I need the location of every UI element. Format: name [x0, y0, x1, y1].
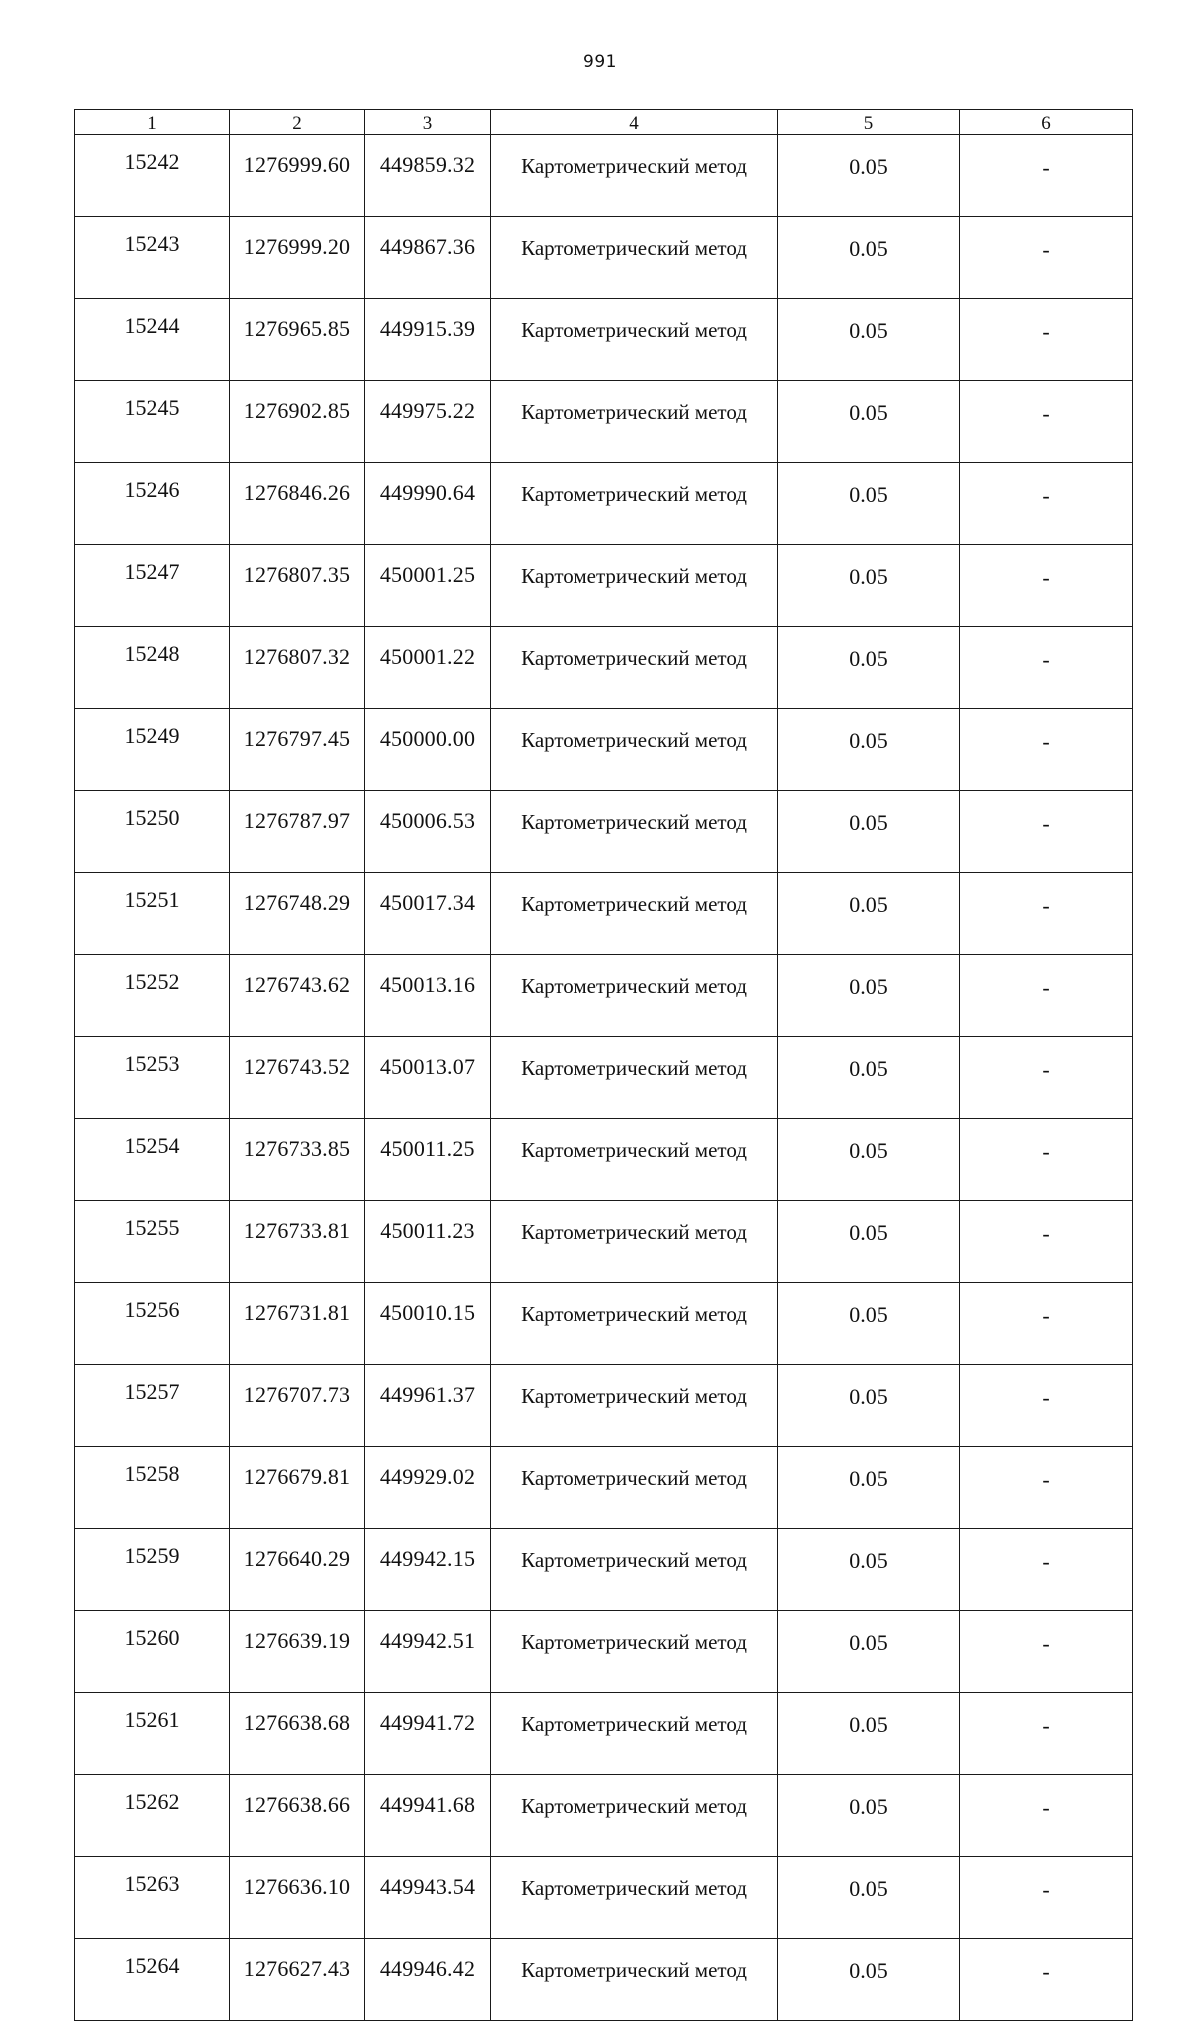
method-cell: Картометрический метод	[491, 955, 778, 1037]
table-row	[75, 545, 1133, 627]
point-number-cell: 15242	[75, 135, 230, 217]
x-coordinate-cell: 1276787.97	[230, 791, 365, 873]
x-coordinate-cell: 1276733.81	[230, 1201, 365, 1283]
table-row	[75, 1611, 1133, 1693]
method-cell: Картометрический метод	[491, 1283, 778, 1365]
method-cell: Картометрический метод	[491, 627, 778, 709]
x-coordinate-cell: 1276636.10	[230, 1857, 365, 1939]
note-cell: -	[960, 627, 1133, 709]
point-number-cell: 15245	[75, 381, 230, 463]
coordinates-table	[74, 109, 1133, 2021]
accuracy-cell: 0.05	[778, 1775, 960, 1857]
accuracy-cell: 0.05	[778, 1119, 960, 1201]
method-cell: Картометрический метод	[491, 873, 778, 955]
x-coordinate-cell: 1276731.81	[230, 1283, 365, 1365]
y-coordinate-cell: 449867.36	[365, 217, 491, 299]
accuracy-cell: 0.05	[778, 1693, 960, 1775]
table-row	[75, 1693, 1133, 1775]
point-number-cell: 15255	[75, 1201, 230, 1283]
table-row	[75, 791, 1133, 873]
page-number: 991	[583, 52, 617, 72]
point-number-cell: 15243	[75, 217, 230, 299]
point-number-cell: 15250	[75, 791, 230, 873]
note-cell: -	[960, 1037, 1133, 1119]
x-coordinate-cell: 1276965.85	[230, 299, 365, 381]
accuracy-cell: 0.05	[778, 135, 960, 217]
table-row	[75, 135, 1133, 217]
method-cell: Картометрический метод	[491, 1119, 778, 1201]
column-header: 5	[778, 110, 960, 135]
y-coordinate-cell: 450013.16	[365, 955, 491, 1037]
table-row	[75, 217, 1133, 299]
point-number-cell: 15252	[75, 955, 230, 1037]
note-cell: -	[960, 873, 1133, 955]
accuracy-cell: 0.05	[778, 463, 960, 545]
table-row	[75, 1939, 1133, 2021]
table-row	[75, 381, 1133, 463]
x-coordinate-cell: 1276638.68	[230, 1693, 365, 1775]
method-cell: Картометрический метод	[491, 791, 778, 873]
y-coordinate-cell: 449859.32	[365, 135, 491, 217]
table-row	[75, 1447, 1133, 1529]
method-cell: Картометрический метод	[491, 1775, 778, 1857]
note-cell: -	[960, 1611, 1133, 1693]
x-coordinate-cell: 1276733.85	[230, 1119, 365, 1201]
point-number-cell: 15256	[75, 1283, 230, 1365]
y-coordinate-cell: 450000.00	[365, 709, 491, 791]
y-coordinate-cell: 449990.64	[365, 463, 491, 545]
table-row	[75, 299, 1133, 381]
note-cell: -	[960, 545, 1133, 627]
x-coordinate-cell: 1276748.29	[230, 873, 365, 955]
accuracy-cell: 0.05	[778, 299, 960, 381]
x-coordinate-cell: 1276639.19	[230, 1611, 365, 1693]
x-coordinate-cell: 1276846.26	[230, 463, 365, 545]
note-cell: -	[960, 1529, 1133, 1611]
table-row	[75, 955, 1133, 1037]
accuracy-cell: 0.05	[778, 545, 960, 627]
accuracy-cell: 0.05	[778, 1857, 960, 1939]
table-row	[75, 1283, 1133, 1365]
accuracy-cell: 0.05	[778, 1201, 960, 1283]
accuracy-cell: 0.05	[778, 1939, 960, 2021]
x-coordinate-cell: 1276640.29	[230, 1529, 365, 1611]
method-cell: Картометрический метод	[491, 545, 778, 627]
point-number-cell: 15263	[75, 1857, 230, 1939]
note-cell: -	[960, 791, 1133, 873]
note-cell: -	[960, 1939, 1133, 2021]
accuracy-cell: 0.05	[778, 217, 960, 299]
note-cell: -	[960, 1857, 1133, 1939]
accuracy-cell: 0.05	[778, 1283, 960, 1365]
y-coordinate-cell: 450001.22	[365, 627, 491, 709]
y-coordinate-cell: 450001.25	[365, 545, 491, 627]
table-row	[75, 1529, 1133, 1611]
y-coordinate-cell: 449941.68	[365, 1775, 491, 1857]
x-coordinate-cell: 1276902.85	[230, 381, 365, 463]
note-cell: -	[960, 1365, 1133, 1447]
note-cell: -	[960, 1119, 1133, 1201]
method-cell: Картометрический метод	[491, 1611, 778, 1693]
table-header-row	[75, 110, 1133, 135]
note-cell: -	[960, 1283, 1133, 1365]
method-cell: Картометрический метод	[491, 1037, 778, 1119]
y-coordinate-cell: 449943.54	[365, 1857, 491, 1939]
y-coordinate-cell: 450011.25	[365, 1119, 491, 1201]
note-cell: -	[960, 1693, 1133, 1775]
method-cell: Картометрический метод	[491, 1857, 778, 1939]
accuracy-cell: 0.05	[778, 381, 960, 463]
y-coordinate-cell: 450010.15	[365, 1283, 491, 1365]
column-header: 6	[960, 110, 1133, 135]
y-coordinate-cell: 449941.72	[365, 1693, 491, 1775]
x-coordinate-cell: 1276707.73	[230, 1365, 365, 1447]
y-coordinate-cell: 449915.39	[365, 299, 491, 381]
table-row	[75, 1201, 1133, 1283]
accuracy-cell: 0.05	[778, 1529, 960, 1611]
point-number-cell: 15261	[75, 1693, 230, 1775]
y-coordinate-cell: 450011.23	[365, 1201, 491, 1283]
table-row	[75, 873, 1133, 955]
point-number-cell: 15247	[75, 545, 230, 627]
y-coordinate-cell: 449975.22	[365, 381, 491, 463]
point-number-cell: 15260	[75, 1611, 230, 1693]
table-row	[75, 1037, 1133, 1119]
y-coordinate-cell: 449942.15	[365, 1529, 491, 1611]
note-cell: -	[960, 381, 1133, 463]
y-coordinate-cell: 449961.37	[365, 1365, 491, 1447]
method-cell: Картометрический метод	[491, 1939, 778, 2021]
accuracy-cell: 0.05	[778, 873, 960, 955]
method-cell: Картометрический метод	[491, 1693, 778, 1775]
y-coordinate-cell: 449946.42	[365, 1939, 491, 2021]
x-coordinate-cell: 1276807.32	[230, 627, 365, 709]
accuracy-cell: 0.05	[778, 1611, 960, 1693]
accuracy-cell: 0.05	[778, 709, 960, 791]
point-number-cell: 15254	[75, 1119, 230, 1201]
point-number-cell: 15249	[75, 709, 230, 791]
point-number-cell: 15257	[75, 1365, 230, 1447]
table-row	[75, 463, 1133, 545]
y-coordinate-cell: 450006.53	[365, 791, 491, 873]
accuracy-cell: 0.05	[778, 955, 960, 1037]
table-row	[75, 709, 1133, 791]
y-coordinate-cell: 449929.02	[365, 1447, 491, 1529]
table-row	[75, 1365, 1133, 1447]
note-cell: -	[960, 135, 1133, 217]
note-cell: -	[960, 709, 1133, 791]
accuracy-cell: 0.05	[778, 627, 960, 709]
method-cell: Картометрический метод	[491, 1201, 778, 1283]
point-number-cell: 15253	[75, 1037, 230, 1119]
table-row	[75, 1775, 1133, 1857]
table-body	[75, 135, 1133, 2021]
column-header: 3	[365, 110, 491, 135]
x-coordinate-cell: 1276743.62	[230, 955, 365, 1037]
note-cell: -	[960, 217, 1133, 299]
table-row	[75, 1857, 1133, 1939]
note-cell: -	[960, 1775, 1133, 1857]
accuracy-cell: 0.05	[778, 1037, 960, 1119]
method-cell: Картометрический метод	[491, 463, 778, 545]
point-number-cell: 15262	[75, 1775, 230, 1857]
note-cell: -	[960, 1201, 1133, 1283]
accuracy-cell: 0.05	[778, 1447, 960, 1529]
y-coordinate-cell: 449942.51	[365, 1611, 491, 1693]
table-row	[75, 1119, 1133, 1201]
point-number-cell: 15264	[75, 1939, 230, 2021]
point-number-cell: 15259	[75, 1529, 230, 1611]
point-number-cell: 15244	[75, 299, 230, 381]
accuracy-cell: 0.05	[778, 1365, 960, 1447]
note-cell: -	[960, 463, 1133, 545]
note-cell: -	[960, 955, 1133, 1037]
column-header: 2	[230, 110, 365, 135]
x-coordinate-cell: 1276627.43	[230, 1939, 365, 2021]
method-cell: Картометрический метод	[491, 709, 778, 791]
method-cell: Картометрический метод	[491, 1529, 778, 1611]
point-number-cell: 15246	[75, 463, 230, 545]
note-cell: -	[960, 299, 1133, 381]
column-header: 4	[491, 110, 778, 135]
method-cell: Картометрический метод	[491, 381, 778, 463]
x-coordinate-cell: 1276797.45	[230, 709, 365, 791]
y-coordinate-cell: 450017.34	[365, 873, 491, 955]
point-number-cell: 15258	[75, 1447, 230, 1529]
x-coordinate-cell: 1276999.60	[230, 135, 365, 217]
method-cell: Картометрический метод	[491, 299, 778, 381]
note-cell: -	[960, 1447, 1133, 1529]
x-coordinate-cell: 1276679.81	[230, 1447, 365, 1529]
method-cell: Картометрический метод	[491, 217, 778, 299]
point-number-cell: 15248	[75, 627, 230, 709]
x-coordinate-cell: 1276638.66	[230, 1775, 365, 1857]
y-coordinate-cell: 450013.07	[365, 1037, 491, 1119]
x-coordinate-cell: 1276807.35	[230, 545, 365, 627]
x-coordinate-cell: 1276999.20	[230, 217, 365, 299]
column-header: 1	[75, 110, 230, 135]
x-coordinate-cell: 1276743.52	[230, 1037, 365, 1119]
point-number-cell: 15251	[75, 873, 230, 955]
method-cell: Картометрический метод	[491, 135, 778, 217]
table-row	[75, 627, 1133, 709]
accuracy-cell: 0.05	[778, 791, 960, 873]
method-cell: Картометрический метод	[491, 1365, 778, 1447]
method-cell: Картометрический метод	[491, 1447, 778, 1529]
